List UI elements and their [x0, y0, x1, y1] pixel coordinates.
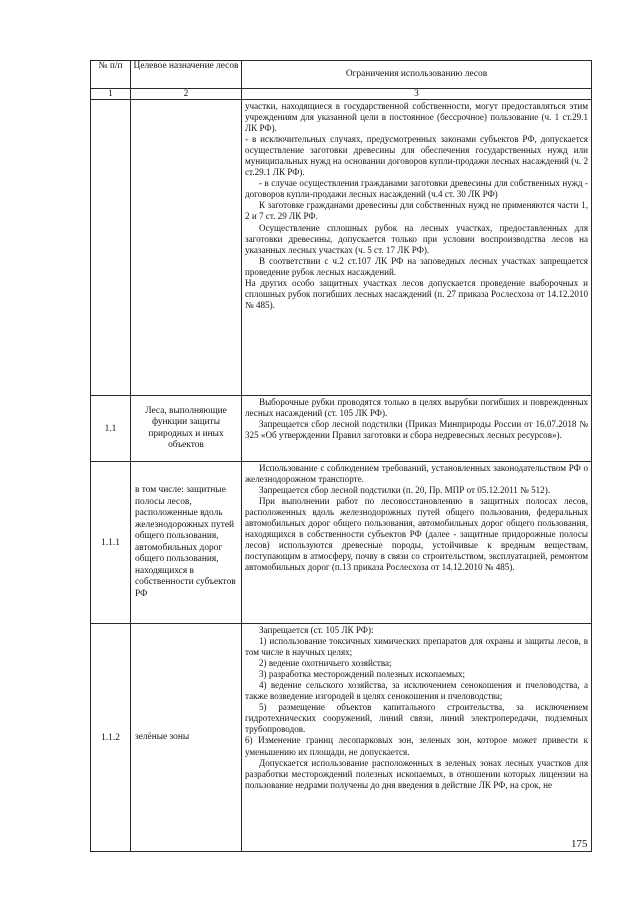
restriction-paragraph: - в исключительных случаях, предусмотренных законами субъектов РФ, допускается осуществление заготовки древесины для обеспечения государственных нужд или муниципальных нужд на основании договоров купли-продажи лесных насаждений (ч. 2 ст.29.1 ЛК РФ).	[245, 134, 588, 178]
page-number: 175	[571, 838, 588, 850]
table-row	[91, 396, 592, 462]
restriction-paragraph: Выборочные рубки проводятся только в целях вырубки погибших и поврежденных лесных насаждений (ст. 105 ЛК РФ).	[245, 397, 588, 419]
restriction-paragraph: 2) ведение охотничьего хозяйства;	[259, 658, 392, 669]
row-purpose: Леса, выполняющие функции защиты природных и иных объектов	[131, 396, 242, 462]
restriction-paragraph: Осуществление сплошных рубок на лесных участках, предоставленных для заготовки древесины, допускается только при условии воспроизводства лесов на указанных лесных участках (ч. 5 ст. 17 ЛК РФ).	[245, 222, 588, 255]
restriction-paragraph: участки, находящиеся в государственной собственности, могут предоставляться этим учреждениям для указанной цели в постоянное (бессрочное) пользование (ч. 1 ст.29.1 ЛК РФ).	[245, 101, 588, 134]
table-row	[91, 462, 592, 624]
header-purpose: Целевое назначение лесов	[131, 61, 242, 89]
restriction-paragraph: На других особо защитных участках лесов допускается проведение выборочных и сплошных рубок погибших лесных насаждений (п. 27 приказа Рослесхоза от 14.12.2010 № 485).	[245, 277, 588, 310]
column-number-1: 1	[91, 89, 131, 100]
row-number: 1.1.1	[91, 462, 131, 624]
restriction-paragraph: - в случае осуществления гражданами заготовки древесины для собственных нужд - договоров купли-продажи лесных насаждений (ч.4 ст. 30 ЛК РФ)	[245, 178, 588, 200]
restriction-paragraph: 4) ведение сельского хозяйства, за исключением сенокошения и пчеловодства, а также возведение изгородей в целях сенокошения и пчеловодства;	[245, 680, 588, 702]
row-purpose: зелёные зоны	[131, 624, 242, 852]
row-restrictions	[242, 462, 592, 624]
header-number: № п/п	[91, 61, 131, 89]
row-purpose	[131, 100, 242, 396]
restriction-paragraph: Допускается использование расположенных в зеленых зонах лесных участков для разработки месторождений полезных ископаемых, в отношении которых лицензии на пользование недрами получены до дня введения в действие ЛК РФ, на срок, не	[245, 757, 588, 790]
column-number-2: 2	[131, 89, 242, 100]
restriction-paragraph: В соответствии с ч.2 ст.107 ЛК РФ на заповедных лесных участках запрещается проведение рубок лесных насаждений.	[245, 255, 588, 277]
row-number	[91, 100, 131, 396]
row-number: 1.1.2	[91, 624, 131, 852]
forest-restrictions-table	[90, 60, 592, 852]
row-number: 1.1	[91, 396, 131, 462]
restriction-paragraph: 1) использование токсичных химических препаратов для охраны и защиты лесов, в том числе в научных целях;	[245, 636, 588, 658]
row-restrictions	[242, 624, 592, 852]
row-purpose: в том числе: защитные полосы лесов, расположенные вдоль железнодорожных путей общего пользования, автомобильных дорог общего пользования, находящихся в собственности субъектов РФ	[131, 462, 242, 624]
restriction-paragraph: 6) Изменение границ лесопарковых зон, зеленых зон, которое может привести к уменьшению их площади, не допускается.	[245, 735, 588, 757]
table-row	[91, 624, 592, 852]
restriction-paragraph: Использование с соблюдением требований, установленных законодательством РФ о железнодорожном транспорте.	[245, 463, 588, 485]
restriction-paragraph: 5) размещение объектов капитального строительства, за исключением гидротехнических сооружений, линий связи, линий электропередачи, подземных трубопроводов.	[245, 702, 588, 735]
restriction-paragraph: При выполнении работ по лесовосстановлению в защитных полосах лесов, расположенных вдоль железнодорожных путей общего пользования, федеральных автомобильных дорог общего пользования, автомобильных дорог общего пользования, находящихся в собственности субъектов РФ (далее - защитные придорожные полосы лесов) используются древесные породы, устойчивые к вредным веществам, поступающим в атмосферу, почву в связи со строительством, эксплуатацией, ремонтом автомобильных дорог (п.13 приказа Рослесхоза от 14.12.2010 № 485).	[245, 496, 588, 573]
header-restrictions: Ограничения использованию лесов	[242, 61, 592, 89]
restriction-paragraph: Запрещается (ст. 105 ЛК РФ):	[259, 625, 374, 635]
restriction-paragraph: Запрещается сбор лесной подстилки (Приказ Минприроды России от 16.07.2018 № 325 «Об утверждении Правил заготовки и сбора недревесных лесных ресурсов»).	[245, 419, 588, 441]
row-restrictions	[242, 396, 592, 462]
restriction-paragraph: К заготовке гражданами древесины для собственных нужд не применяются части 1, 2 и 7 ст. 29 ЛК РФ.	[245, 200, 588, 222]
column-number-3: 3	[242, 89, 592, 100]
table-header-row	[91, 61, 592, 89]
restriction-paragraph: 3) разработка месторождений полезных ископаемых;	[259, 669, 466, 680]
table-row	[91, 100, 592, 396]
column-number-row	[91, 89, 592, 100]
row-restrictions	[242, 100, 592, 396]
restriction-paragraph: Запрещается сбор лесной подстилки (п. 20, Пр. МПР от 05.12.2011 № 512).	[259, 485, 551, 496]
